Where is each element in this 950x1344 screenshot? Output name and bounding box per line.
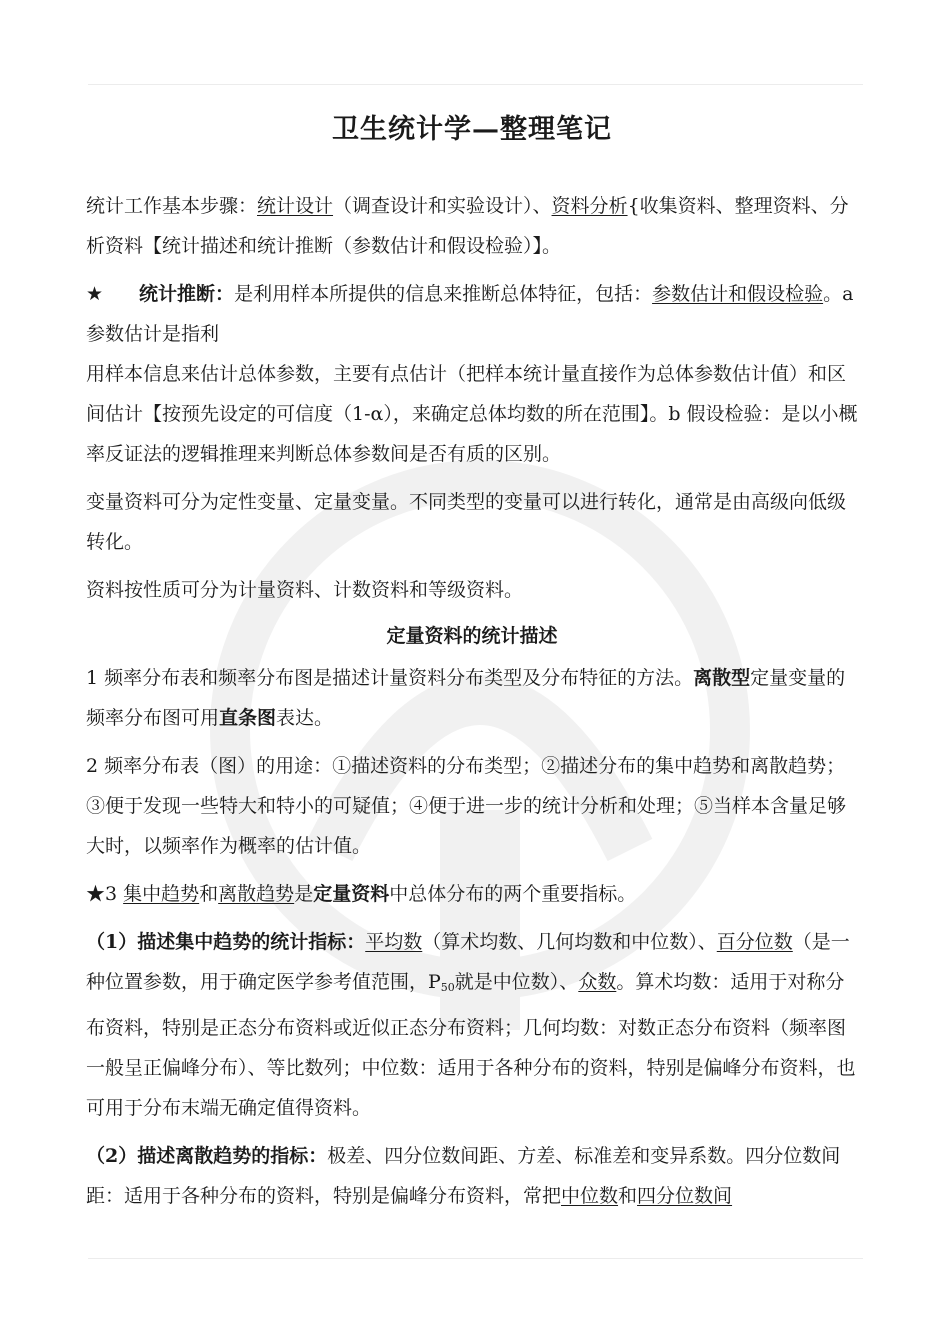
header-rule (88, 84, 863, 85)
text-span: 就是中位数）、 (454, 971, 579, 993)
paragraph-steps (86, 186, 858, 266)
underlined-term: 中位数 (561, 1185, 619, 1207)
paragraph-indicators (86, 874, 858, 914)
text-span: 是利用样本所提供的信息来推断总体特征，包括： (234, 283, 653, 305)
underlined-term: 平均数 (365, 931, 423, 953)
text-span: ★3 (86, 883, 124, 905)
text-span: 定量变量的频率分布图可用 (86, 667, 846, 729)
underlined-term: 参数估计和假设检验 (652, 283, 824, 305)
document-title: 卫生统计学—整理笔记 (332, 114, 612, 145)
text-span: （是一种位置参数，用于确定医学参考值范围，P (86, 931, 850, 993)
underlined-term: 资料分析 (551, 195, 628, 217)
underlined-term: 统计设计 (257, 195, 334, 217)
bold-term: 直条图 (219, 707, 277, 729)
paragraph-frequency (86, 658, 858, 738)
bold-term: 统计推断： (139, 283, 235, 305)
underlined-term: 集中趋势 (123, 883, 200, 905)
paragraph-central-tendency (86, 922, 858, 1128)
subscript: 50 (440, 981, 455, 994)
paragraph-estimation: 用样本信息来估计总体参数，主要有点估计（把样本统计量直接作为总体参数估计值）和区间估计【按预先设定的可信度（1-α），来确定总体均数的所在范围】。b 假设检验：是以小概率反证法的逻辑推理来判断总体参数间是否有质的区别。 (86, 363, 858, 465)
bold-term: （1）描述集中趋势的统计指标： (86, 931, 366, 953)
section-title: 定量资料的统计描述 (386, 625, 558, 647)
text-span: （算术均数、几何均数和中位数）、 (422, 931, 717, 953)
paragraph-data-types: 资料按性质可分为计量资料、计数资料和等级资料。 (86, 579, 524, 601)
text-span: 1 频率分布表和频率分布图是描述计量资料分布类型及分布特征的方法。 (86, 667, 694, 689)
paragraph-dispersion (86, 1136, 858, 1216)
underlined-term: 离散趋势 (218, 883, 295, 905)
text-span: 是 (294, 883, 314, 905)
text-span: 中总体分布的两个重要指标。 (389, 883, 637, 905)
bold-term: 离散型 (693, 667, 751, 689)
bold-term: 定量资料 (313, 883, 390, 905)
underlined-term: 四分位数间 (637, 1185, 733, 1207)
star-icon: ★ (86, 283, 104, 305)
text-span: 表达。 (276, 707, 334, 729)
text-span: 。a 参数估计是指利 (86, 283, 854, 345)
text-span: 统计工作基本步骤： (86, 195, 258, 217)
text-span: 和 (199, 883, 219, 905)
text-span: 极差、四分位数间距、方差、标准差和变异系数。四分位数间距：适用于各种分布的资料，特别是偏峰分布资料，常把 (86, 1145, 841, 1207)
paragraph-inference (86, 274, 858, 354)
paragraph-variables: 变量资料可分为定性变量、定量变量。不同类型的变量可以进行转化，通常是由高级向低级转化。 (86, 491, 847, 553)
text-span: （调查设计和实验设计）、 (333, 195, 552, 217)
paragraph-frequency-uses: 2 频率分布表（图）的用途：①描述资料的分布类型；②描述分布的集中趋势和离散趋势；③便于发现一些特大和特小的可疑值；④便于进一步的统计分析和处理；⑤当样本含量足够大时，以频率作为概率的估计值。 (86, 755, 847, 857)
text-span: {收集资料、整理资料、分析资料【统计描述和统计推断（参数估计和假设检验）】。 (86, 195, 849, 257)
underlined-term: 百分位数 (716, 931, 793, 953)
document-body (86, 110, 858, 1224)
footer-rule (88, 1258, 863, 1259)
bold-term: （2）描述离散趋势的指标： (86, 1145, 328, 1167)
text-span: 和 (618, 1185, 638, 1207)
underlined-term: 众数 (578, 971, 617, 993)
text-span: 。算术均数：适用于对称分布资料，特别是正态分布资料或近似正态分布资料；几何均数：对数正态分布资料（频率图一般呈正偏峰分布）、等比数列；中位数：适用于各种分布的资料，特别是偏峰分布资料，也可用于分布末端无确定值得资料。 (86, 971, 856, 1119)
